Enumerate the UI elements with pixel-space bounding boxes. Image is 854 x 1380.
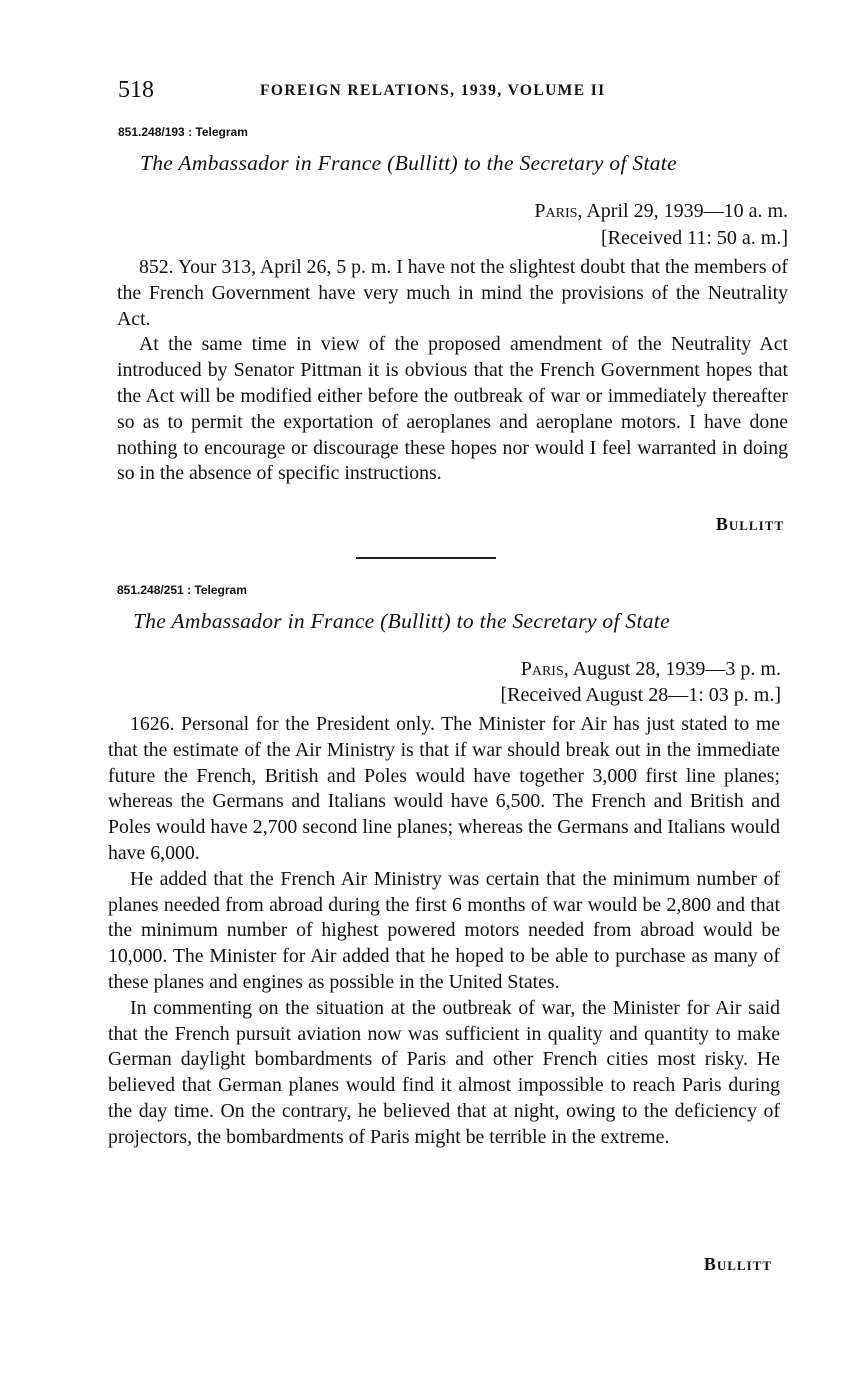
document-heading: The Ambassador in France (Bullitt) to the Secretary of State (133, 609, 670, 633)
paragraph: In commenting on the situation at the outbreak of war, the Minister for Air said that the French pursuit aviation now was sufficient in quality and quantity to make German daylight bombardments of Paris and other French cities most risky. He believed that German planes would find it almost impossible to reach Paris during the day time. On the contrary, he believed that at night, owing to the deficiency of projectors, the bombardments of Paris might be terrible in the extreme. (108, 996, 780, 1148)
dateline-place: Paris (534, 200, 578, 222)
file-number: 851.248/193 : Telegram (118, 125, 248, 139)
paragraph: 1626. Personal for the President only. The Minister for Air has just stated to me that the estimate of the Air Ministry is that if war should break out in the immediate future the French, British and Poles would have together 3,000 first line planes; whereas the Germans and Italians would have 6,500. The French and British and Poles would have 2,700 second line planes; whereas the Germans and Italians would have 6,000. (108, 713, 780, 864)
received-line: [Received August 28—1: 03 p. m.] (500, 684, 781, 706)
paragraph: 852. Your 313, April 26, 5 p. m. I have not the slightest doubt that the members of the French Government have very much in mind the provisions of the Neutrality Act. (117, 256, 788, 330)
paragraph: He added that the French Air Ministry was certain that the minimum number of planes needed from abroad during the first 6 months of war would be 2,800 and that the minimum number of highest powered motors needed from abroad would be 10,000. The Minister for Air added that he hoped to be able to purchase as many of these planes and engines as possible in the United States. (108, 867, 780, 993)
dateline (534, 199, 788, 223)
dateline-date: , August 28, 1939—3 p. m. (563, 658, 781, 680)
document-body (108, 712, 780, 1151)
signature: Bullitt (703, 1254, 772, 1274)
file-number: 851.248/251 : Telegram (117, 583, 247, 597)
received-line: [Received 11: 50 a. m.] (601, 227, 788, 249)
running-title: FOREIGN RELATIONS, 1939, VOLUME II (260, 82, 606, 99)
section-divider (356, 557, 496, 559)
running-head (118, 76, 786, 106)
dateline-date: , April 29, 1939—10 a. m. (577, 200, 788, 222)
page-number: 518 (118, 77, 154, 103)
document-body (117, 255, 788, 487)
dateline (521, 657, 781, 681)
signature: Bullitt (715, 514, 784, 534)
paragraph: At the same time in view of the proposed amendment of the Neutrality Act introduced by Senator Pittman it is obvious that the French Government hopes that the Act will be modified either before the outbreak of war or immediately thereafter so as to permit the exportation of aeroplanes and aeroplane motors. I have done nothing to encourage or discourage these hopes nor would I feel warranted in doing so in the absence of specific instructions. (117, 333, 788, 485)
dateline-place: Paris (520, 658, 564, 680)
document-heading: The Ambassador in France (Bullitt) to the Secretary of State (140, 151, 677, 175)
